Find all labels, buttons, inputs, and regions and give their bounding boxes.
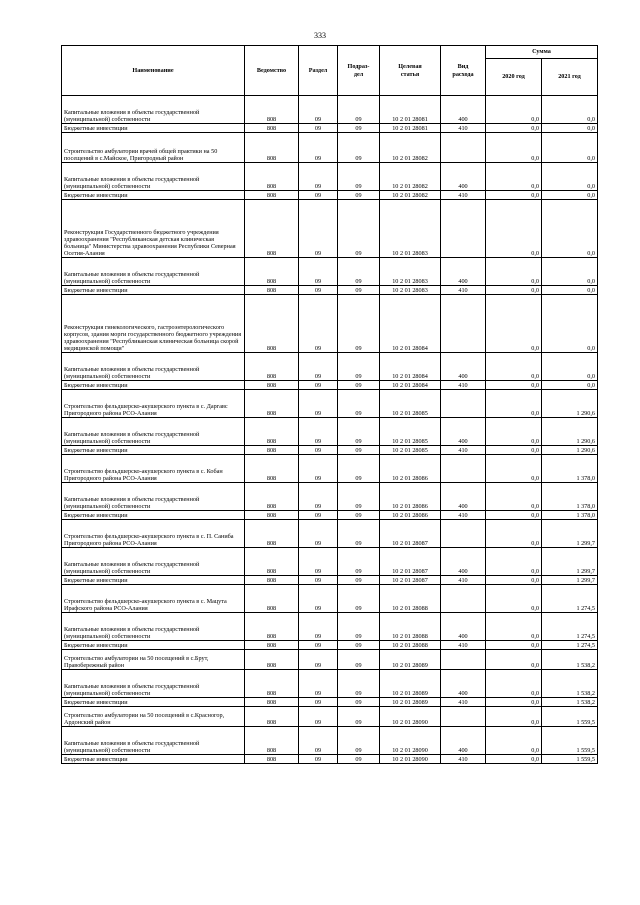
row-subsection: 09: [338, 548, 380, 576]
row-subsection: 09: [338, 641, 380, 650]
row-section: 09: [299, 353, 338, 381]
table-row: [62, 670, 598, 698]
row-name: Капитальные вложения в объекты государственной (муниципальной) собственности: [62, 353, 245, 381]
table-row: [62, 418, 598, 446]
row-dept: 808: [245, 191, 299, 200]
budget-table: [61, 45, 598, 764]
row-expense-type: 410: [441, 381, 486, 390]
row-name: Капитальные вложения в объекты государственной (муниципальной) собственности: [62, 96, 245, 124]
row-section: 09: [299, 258, 338, 286]
row-expense-type: [441, 133, 486, 163]
row-subsection: 09: [338, 670, 380, 698]
row-subsection: 09: [338, 381, 380, 390]
table-row: [62, 511, 598, 520]
row-amount-2021: 1 299,7: [542, 520, 598, 548]
header-dept: Ведомство: [245, 46, 299, 96]
row-section: 09: [299, 133, 338, 163]
row-amount-2021: 0,0: [542, 381, 598, 390]
row-amount-2020: 0,0: [486, 163, 542, 191]
row-target: 10 2 01 28083: [380, 286, 441, 295]
row-expense-type: 410: [441, 511, 486, 520]
row-amount-2021: 1 290,6: [542, 390, 598, 418]
table-row: [62, 124, 598, 133]
row-section: 09: [299, 163, 338, 191]
row-amount-2020: 0,0: [486, 670, 542, 698]
table-row: [62, 707, 598, 727]
row-subsection: 09: [338, 455, 380, 483]
row-target: 10 2 01 28084: [380, 381, 441, 390]
row-name: Бюджетные инвестиции: [62, 511, 245, 520]
row-dept: 808: [245, 613, 299, 641]
row-expense-type: 400: [441, 418, 486, 446]
row-section: 09: [299, 200, 338, 258]
row-amount-2020: 0,0: [486, 133, 542, 163]
row-subsection: 09: [338, 520, 380, 548]
row-section: 09: [299, 727, 338, 755]
row-subsection: 09: [338, 191, 380, 200]
row-section: 09: [299, 511, 338, 520]
row-name: Капитальные вложения в объекты государственной (муниципальной) собственности: [62, 670, 245, 698]
row-amount-2020: 0,0: [486, 353, 542, 381]
row-amount-2020: 0,0: [486, 511, 542, 520]
row-amount-2020: 0,0: [486, 191, 542, 200]
row-expense-type: 410: [441, 755, 486, 764]
row-target: 10 2 01 28088: [380, 641, 441, 650]
row-amount-2020: 0,0: [486, 755, 542, 764]
row-expense-type: 400: [441, 258, 486, 286]
table-row: [62, 295, 598, 353]
row-target: 10 2 01 28081: [380, 124, 441, 133]
row-dept: 808: [245, 585, 299, 613]
row-section: 09: [299, 418, 338, 446]
table-row: [62, 727, 598, 755]
table-row: [62, 191, 598, 200]
row-section: 09: [299, 641, 338, 650]
row-amount-2021: 0,0: [542, 191, 598, 200]
row-expense-type: [441, 295, 486, 353]
row-dept: 808: [245, 258, 299, 286]
row-section: 09: [299, 670, 338, 698]
row-section: 09: [299, 585, 338, 613]
row-name: Строительство амбулатории врачей общей практики на 50 посещений в с.Майское, Пригородный район: [62, 133, 245, 163]
header-section: Раздел: [299, 46, 338, 96]
row-name: Строительство фельдшерско-акушерского пункта в с. П. Саниба Пригородного района РСО-Алания: [62, 520, 245, 548]
row-target: 10 2 01 28088: [380, 585, 441, 613]
row-amount-2021: 1 378,0: [542, 483, 598, 511]
header-sum: Сумма: [486, 46, 598, 59]
row-section: 09: [299, 286, 338, 295]
row-target: 10 2 01 28086: [380, 455, 441, 483]
row-amount-2020: 0,0: [486, 418, 542, 446]
row-amount-2021: 1 559,5: [542, 707, 598, 727]
row-expense-type: [441, 455, 486, 483]
row-expense-type: 400: [441, 483, 486, 511]
row-amount-2021: 1 274,5: [542, 585, 598, 613]
row-section: 09: [299, 755, 338, 764]
row-expense-type: 410: [441, 576, 486, 585]
row-name: Строительство фельдшерско-акушерского пункта в с. Мацута Ирафского района РСО-Алания: [62, 585, 245, 613]
row-section: 09: [299, 650, 338, 670]
row-subsection: 09: [338, 698, 380, 707]
row-amount-2021: 0,0: [542, 295, 598, 353]
row-amount-2021: 0,0: [542, 96, 598, 124]
row-section: 09: [299, 390, 338, 418]
row-dept: 808: [245, 670, 299, 698]
row-dept: 808: [245, 755, 299, 764]
header-subsection: Подраз- дел: [338, 46, 380, 96]
table-row: [62, 163, 598, 191]
table-row: [62, 258, 598, 286]
row-target: 10 2 01 28085: [380, 390, 441, 418]
row-expense-type: 400: [441, 96, 486, 124]
row-subsection: 09: [338, 727, 380, 755]
header-year-2021: 2021 год: [542, 59, 598, 96]
row-expense-type: [441, 650, 486, 670]
row-subsection: 09: [338, 511, 380, 520]
row-section: 09: [299, 124, 338, 133]
row-target: 10 2 01 28090: [380, 707, 441, 727]
row-expense-type: [441, 200, 486, 258]
row-name: Бюджетные инвестиции: [62, 446, 245, 455]
header-expense-type: Вид расхода: [441, 46, 486, 96]
row-amount-2020: 0,0: [486, 286, 542, 295]
row-amount-2021: 1 378,0: [542, 455, 598, 483]
table-row: [62, 381, 598, 390]
page-number: 333: [314, 31, 326, 40]
row-name: Капитальные вложения в объекты государственной (муниципальной) собственности: [62, 613, 245, 641]
row-amount-2021: 1 274,5: [542, 613, 598, 641]
row-target: 10 2 01 28081: [380, 96, 441, 124]
row-subsection: 09: [338, 446, 380, 455]
row-amount-2021: 1 538,2: [542, 698, 598, 707]
table-row: [62, 353, 598, 381]
row-subsection: 09: [338, 576, 380, 585]
row-section: 09: [299, 548, 338, 576]
row-target: 10 2 01 28087: [380, 520, 441, 548]
row-name: Капитальные вложения в объекты государственной (муниципальной) собственности: [62, 483, 245, 511]
row-amount-2021: 0,0: [542, 200, 598, 258]
row-dept: 808: [245, 200, 299, 258]
row-subsection: 09: [338, 163, 380, 191]
row-dept: 808: [245, 576, 299, 585]
row-target: 10 2 01 28087: [380, 548, 441, 576]
row-target: 10 2 01 28084: [380, 295, 441, 353]
table-row: [62, 455, 598, 483]
row-name: Строительство фельдшерско-акушерского пункта в с. Даргавс Пригородного района РСО-Алания: [62, 390, 245, 418]
row-subsection: 09: [338, 96, 380, 124]
header-year-2020: 2020 год: [486, 59, 542, 96]
row-subsection: 09: [338, 286, 380, 295]
row-dept: 808: [245, 707, 299, 727]
row-amount-2021: 1 290,6: [542, 446, 598, 455]
row-target: 10 2 01 28088: [380, 613, 441, 641]
table-row: [62, 390, 598, 418]
row-name: Капитальные вложения в объекты государственной (муниципальной) собственности: [62, 727, 245, 755]
table-row: [62, 446, 598, 455]
row-expense-type: 410: [441, 286, 486, 295]
row-amount-2021: 1 274,5: [542, 641, 598, 650]
row-section: 09: [299, 707, 338, 727]
row-amount-2020: 0,0: [486, 650, 542, 670]
table-row: [62, 576, 598, 585]
row-amount-2021: 1 290,6: [542, 418, 598, 446]
row-dept: 808: [245, 163, 299, 191]
row-subsection: 09: [338, 124, 380, 133]
row-section: 09: [299, 96, 338, 124]
row-dept: 808: [245, 727, 299, 755]
row-target: 10 2 01 28090: [380, 727, 441, 755]
row-expense-type: [441, 390, 486, 418]
row-dept: 808: [245, 418, 299, 446]
row-section: 09: [299, 576, 338, 585]
row-amount-2020: 0,0: [486, 548, 542, 576]
row-dept: 808: [245, 353, 299, 381]
row-expense-type: 400: [441, 727, 486, 755]
table-row: [62, 548, 598, 576]
row-section: 09: [299, 520, 338, 548]
row-dept: 808: [245, 124, 299, 133]
row-name: Строительство фельдшерско-акушерского пункта в с. Кобан Пригородного района РСО-Алания: [62, 455, 245, 483]
row-target: 10 2 01 28089: [380, 670, 441, 698]
table-row: [62, 650, 598, 670]
table-row: [62, 641, 598, 650]
row-amount-2020: 0,0: [486, 698, 542, 707]
row-amount-2020: 0,0: [486, 390, 542, 418]
row-expense-type: 400: [441, 613, 486, 641]
row-dept: 808: [245, 641, 299, 650]
row-expense-type: 410: [441, 641, 486, 650]
table-row: [62, 698, 598, 707]
row-amount-2021: 1 299,7: [542, 548, 598, 576]
row-amount-2021: 0,0: [542, 353, 598, 381]
table-row: [62, 585, 598, 613]
row-name: Бюджетные инвестиции: [62, 698, 245, 707]
row-subsection: 09: [338, 418, 380, 446]
row-name: Бюджетные инвестиции: [62, 124, 245, 133]
row-amount-2021: 1 299,7: [542, 576, 598, 585]
row-name: Бюджетные инвестиции: [62, 576, 245, 585]
table-row: [62, 200, 598, 258]
row-expense-type: 410: [441, 698, 486, 707]
row-target: 10 2 01 28086: [380, 483, 441, 511]
row-amount-2021: 0,0: [542, 286, 598, 295]
row-target: 10 2 01 28082: [380, 191, 441, 200]
row-subsection: 09: [338, 133, 380, 163]
row-section: 09: [299, 446, 338, 455]
row-subsection: 09: [338, 613, 380, 641]
row-amount-2021: 1 559,5: [542, 727, 598, 755]
row-target: 10 2 01 28083: [380, 258, 441, 286]
row-subsection: 09: [338, 483, 380, 511]
table-row: [62, 520, 598, 548]
row-subsection: 09: [338, 755, 380, 764]
row-target: 10 2 01 28085: [380, 418, 441, 446]
row-expense-type: 400: [441, 670, 486, 698]
row-expense-type: 410: [441, 124, 486, 133]
row-target: 10 2 01 28085: [380, 446, 441, 455]
row-expense-type: 400: [441, 548, 486, 576]
row-dept: 808: [245, 698, 299, 707]
row-amount-2021: 1 559,5: [542, 755, 598, 764]
table-row: [62, 96, 598, 124]
row-amount-2020: 0,0: [486, 295, 542, 353]
row-amount-2020: 0,0: [486, 258, 542, 286]
row-section: 09: [299, 613, 338, 641]
row-amount-2020: 0,0: [486, 381, 542, 390]
row-expense-type: [441, 707, 486, 727]
row-amount-2020: 0,0: [486, 613, 542, 641]
row-expense-type: 410: [441, 446, 486, 455]
table-body: [62, 96, 598, 764]
row-amount-2020: 0,0: [486, 576, 542, 585]
row-amount-2020: 0,0: [486, 455, 542, 483]
row-expense-type: [441, 520, 486, 548]
row-name: Капитальные вложения в объекты государственной (муниципальной) собственности: [62, 548, 245, 576]
row-target: 10 2 01 28084: [380, 353, 441, 381]
row-expense-type: 410: [441, 191, 486, 200]
row-name: Строительство амбулатории на 50 посещений в с.Красногор, Ардонский район: [62, 707, 245, 727]
row-subsection: 09: [338, 258, 380, 286]
row-dept: 808: [245, 511, 299, 520]
row-name: Реконструкция Государственного бюджетного учреждения здравоохранения "Республиканская детская клиническая больница" Министерства здравоохранения Республики Северная Осетия-Алания: [62, 200, 245, 258]
row-name: Капитальные вложения в объекты государственной (муниципальной) собственности: [62, 418, 245, 446]
row-amount-2021: 1 378,0: [542, 511, 598, 520]
row-expense-type: [441, 585, 486, 613]
row-amount-2020: 0,0: [486, 200, 542, 258]
row-amount-2020: 0,0: [486, 446, 542, 455]
row-dept: 808: [245, 286, 299, 295]
row-dept: 808: [245, 446, 299, 455]
row-subsection: 09: [338, 390, 380, 418]
row-target: 10 2 01 28083: [380, 200, 441, 258]
row-target: 10 2 01 28089: [380, 698, 441, 707]
row-name: Капитальные вложения в объекты государственной (муниципальной) собственности: [62, 163, 245, 191]
row-dept: 808: [245, 455, 299, 483]
row-dept: 808: [245, 96, 299, 124]
row-subsection: 09: [338, 353, 380, 381]
row-dept: 808: [245, 390, 299, 418]
row-name: Бюджетные инвестиции: [62, 381, 245, 390]
row-name: Бюджетные инвестиции: [62, 191, 245, 200]
row-amount-2020: 0,0: [486, 641, 542, 650]
row-section: 09: [299, 455, 338, 483]
row-amount-2020: 0,0: [486, 483, 542, 511]
header-target: Целевая статья: [380, 46, 441, 96]
row-section: 09: [299, 483, 338, 511]
row-amount-2020: 0,0: [486, 585, 542, 613]
row-amount-2021: 0,0: [542, 163, 598, 191]
row-amount-2021: 1 538,2: [542, 670, 598, 698]
row-subsection: 09: [338, 200, 380, 258]
row-amount-2021: 0,0: [542, 124, 598, 133]
row-name: Строительство амбулатории на 50 посещений в с.Брут, Правобережный район: [62, 650, 245, 670]
row-dept: 808: [245, 548, 299, 576]
row-target: 10 2 01 28089: [380, 650, 441, 670]
row-dept: 808: [245, 381, 299, 390]
row-target: 10 2 01 28086: [380, 511, 441, 520]
row-dept: 808: [245, 650, 299, 670]
row-section: 09: [299, 295, 338, 353]
row-name: Капитальные вложения в объекты государственной (муниципальной) собственности: [62, 258, 245, 286]
row-name: Реконструкция гинекологического, гастроэнтерологического корпусов, здания морги государственного бюджетного учреждения здравоохранения "Республиканская клиническая больница скорой медицинской помощи": [62, 295, 245, 353]
row-name: Бюджетные инвестиции: [62, 641, 245, 650]
table-row: [62, 483, 598, 511]
row-expense-type: 400: [441, 163, 486, 191]
row-section: 09: [299, 381, 338, 390]
row-dept: 808: [245, 133, 299, 163]
row-amount-2020: 0,0: [486, 707, 542, 727]
row-amount-2020: 0,0: [486, 124, 542, 133]
row-amount-2021: 0,0: [542, 258, 598, 286]
row-amount-2020: 0,0: [486, 96, 542, 124]
row-subsection: 09: [338, 650, 380, 670]
table-row: [62, 613, 598, 641]
header-name: Наименование: [62, 46, 245, 96]
row-section: 09: [299, 191, 338, 200]
row-expense-type: 400: [441, 353, 486, 381]
row-target: 10 2 01 28087: [380, 576, 441, 585]
row-amount-2021: 0,0: [542, 133, 598, 163]
row-dept: 808: [245, 520, 299, 548]
row-amount-2020: 0,0: [486, 520, 542, 548]
row-dept: 808: [245, 295, 299, 353]
row-dept: 808: [245, 483, 299, 511]
row-subsection: 09: [338, 707, 380, 727]
row-target: 10 2 01 28090: [380, 755, 441, 764]
table-row: [62, 286, 598, 295]
row-amount-2020: 0,0: [486, 727, 542, 755]
row-name: Бюджетные инвестиции: [62, 755, 245, 764]
row-target: 10 2 01 28082: [380, 163, 441, 191]
row-section: 09: [299, 698, 338, 707]
row-name: Бюджетные инвестиции: [62, 286, 245, 295]
row-subsection: 09: [338, 295, 380, 353]
row-target: 10 2 01 28082: [380, 133, 441, 163]
row-subsection: 09: [338, 585, 380, 613]
table-row: [62, 755, 598, 764]
table-row: [62, 133, 598, 163]
row-amount-2021: 1 538,2: [542, 650, 598, 670]
